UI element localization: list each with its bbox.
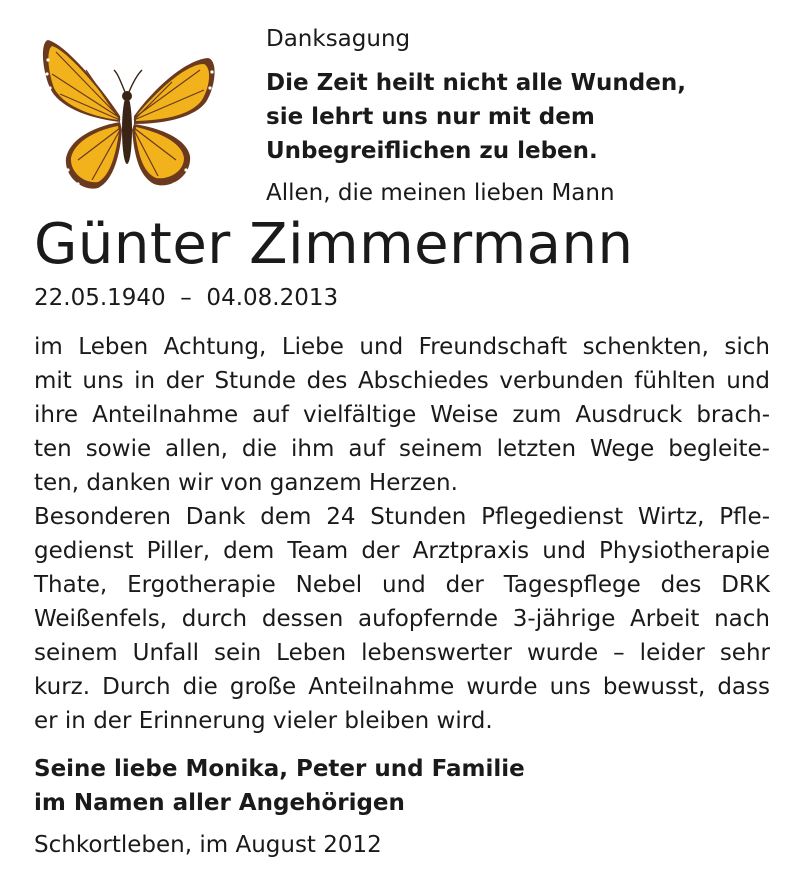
signature (34, 752, 525, 820)
intro-text: Allen, die meinen lieben Mann (266, 180, 615, 206)
text-line: im Leben Achtung, Liebe und Freundschaft schenkten, sich (34, 334, 770, 360)
text-line: er in der Erinnerung vieler bleiben wird. (34, 708, 493, 734)
text-line: seinem Unfall sein Leben lebenswerter wurde – leider sehr (34, 640, 770, 666)
place-date: Schkortleben, im August 2012 (34, 832, 382, 858)
motto-line: sie lehrt uns nur mit dem (266, 104, 595, 130)
text-line: Weißenfels, durch dessen aufopfernde 3-jährige Arbeit nach (34, 606, 770, 632)
life-dates: 22.05.1940 – 04.08.2013 (34, 285, 339, 311)
text-line: ten, danken wir von ganzem Herzen. (34, 470, 458, 496)
text-line: kurz. Durch die große Anteilnahme wurde uns bewusst, dass (34, 674, 770, 700)
butterfly-icon (36, 30, 220, 196)
signature-line: im Namen aller Angehörigen (34, 790, 405, 816)
deceased-name: Günter Zimmermann (34, 212, 634, 277)
text-line: gedienst Piller, dem Team der Arztpraxis und Physiotherapie (34, 538, 770, 564)
heading: Danksagung (266, 26, 411, 52)
motto-line: Die Zeit heilt nicht alle Wunden, (266, 70, 686, 96)
text-line: Thate, Ergotherapie Nebel und der Tagespflege des DRK (34, 572, 770, 598)
text-line: ten sowie allen, die ihm auf seinem letzten Wege begleite- (34, 436, 770, 462)
signature-line: Seine liebe Monika, Peter und Familie (34, 756, 525, 782)
text-line: Besonderen Dank dem 24 Stunden Pflegedienst Wirtz, Pfle- (34, 504, 770, 530)
text-line: mit uns in der Stunde des Abschiedes verbunden fühlten und (34, 368, 770, 394)
text-line: ihre Anteilnahme auf vielfältige Weise zum Ausdruck brach- (34, 402, 770, 428)
body-text (34, 330, 770, 738)
motto (266, 66, 686, 168)
motto-line: Unbegreiflichen zu leben. (266, 138, 598, 164)
